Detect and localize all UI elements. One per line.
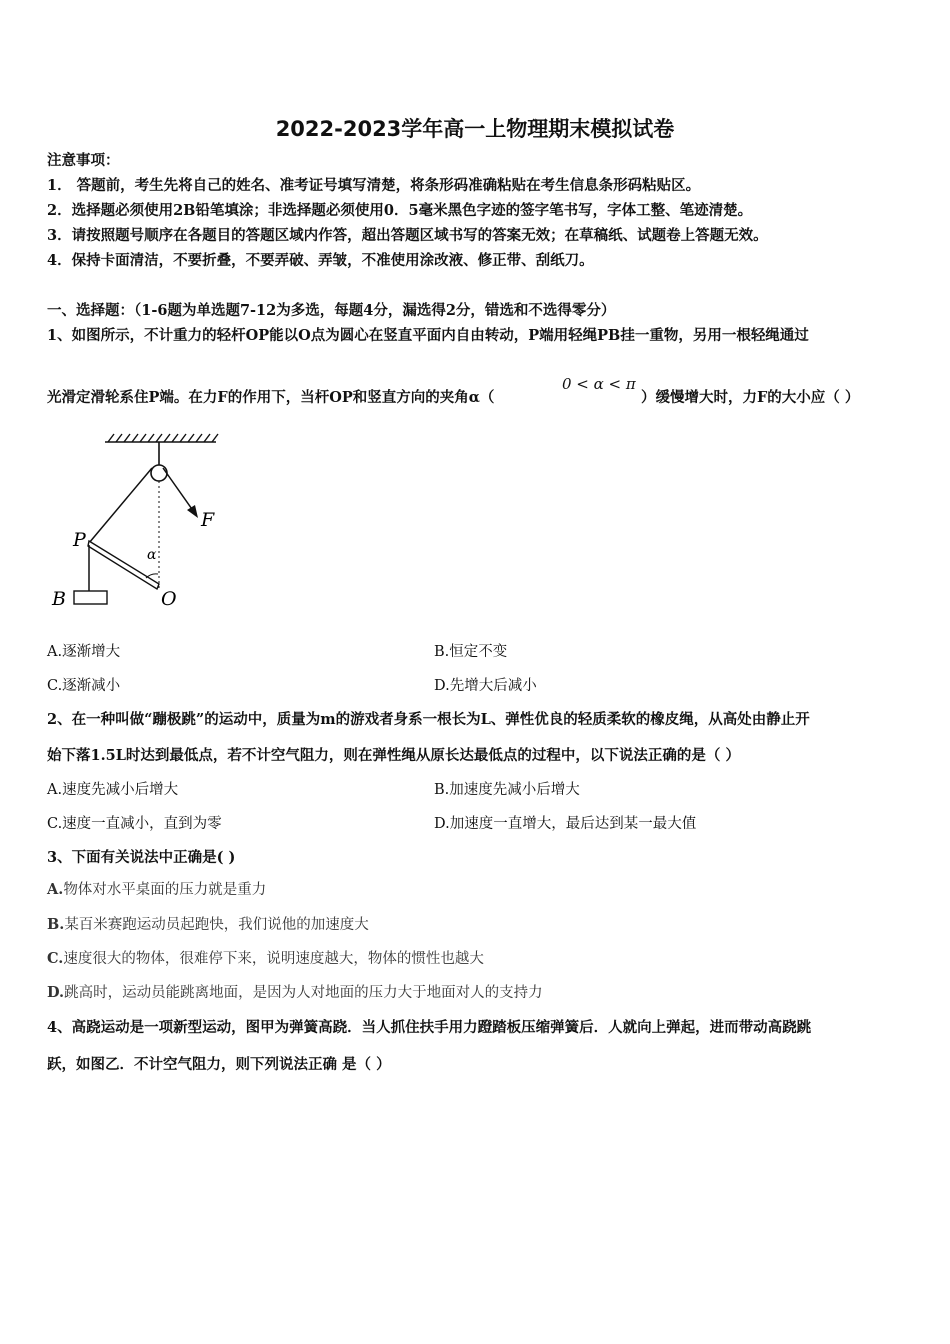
q3-option-c [47, 950, 484, 968]
q4-stem-line1: 4、高跷运动是一项新型运动，图甲为弹簧高跷．当人抓住扶手用力蹬踏板压缩弹簧后．人就向上弹起，进而带动高跷跳 [47, 1019, 812, 1036]
q2-option-a: A.速度先减小后增大 [47, 782, 179, 798]
q1-option-c: C.逐渐减小 [47, 678, 121, 694]
label-o: O [161, 588, 177, 610]
q3-option-d-text: 跳高时，运动员能跳离地面，是因为人对地面的压力大于地面对人的支持力 [64, 985, 543, 1001]
q1-option-b: B.恒定不变 [434, 644, 508, 660]
q1-stem-line2b: ）缓慢增大时，力F的大小应（ ） [641, 389, 860, 406]
q2-option-b: B.加速度先减小后增大 [434, 782, 580, 798]
weight-block [74, 591, 107, 604]
q3-option-d [47, 984, 543, 1002]
ceiling-hatch [105, 434, 218, 442]
rope-force [163, 468, 194, 512]
label-b: B [52, 588, 66, 610]
q3-option-d-letter: D. [47, 984, 65, 1001]
section-heading: 一、选择题：（1-6题为单选题7-12为多选，每题4分，漏选得2分，错选和不选得零分） [47, 302, 616, 319]
q3-option-a [47, 881, 266, 899]
notice-item-2: 2．选择题必须使用2B铅笔填涂；非选择题必须使用0．5毫米黑色字迹的签字笔书写，字体工整、笔迹清楚。 [47, 202, 753, 219]
label-alpha: α [147, 547, 157, 563]
q2-stem-line2: 始下落1.5L时达到最低点，若不计空气阻力，则在弹性绳从原长达最低点的过程中，以下说法正确的是（ ） [47, 747, 740, 764]
notice-item-1: 1． 答题前，考生先将自己的姓名、准考证号填写清楚，将条形码准确粘贴在考生信息条形码粘贴区。 [47, 177, 701, 194]
q3-option-b-letter: B. [47, 916, 65, 933]
q1-stem-line2a: 光滑定滑轮系住P端。在力F的作用下，当杆OP和竖直方向的夹角α（ [47, 389, 495, 406]
q4-stem-line2: 跃，如图乙．不计空气阻力，则下列说法正确 是（ ） [47, 1056, 391, 1073]
pulley [151, 465, 167, 481]
q2-stem-line1: 2、在一种叫做“蹦极跳”的运动中，质量为m的游戏者身系一根长为L、弹性优良的轻质柔软的橡皮绳，从高处由静止开 [47, 711, 810, 728]
q1-option-d: D.先增大后减小 [434, 678, 537, 694]
q3-option-a-text: 物体对水平桌面的压力就是重力 [63, 882, 267, 898]
force-arrowhead [187, 505, 198, 518]
q2-option-d: D.加速度一直增大，最后达到某一最大值 [434, 816, 697, 832]
q3-stem: 3、下面有关说法中正确是( ) [47, 849, 236, 866]
page-title: 2022-2023学年高一上物理期末模拟试卷 [275, 117, 675, 141]
q3-option-c-text: 速度很大的物体，很难停下来，说明速度越大，物体的惯性也越大 [63, 951, 484, 967]
q3-option-c-letter: C. [47, 950, 64, 967]
label-p: P [73, 529, 86, 551]
q1-figure [48, 432, 228, 612]
q2-option-c: C.速度一直减小，直到为零 [47, 816, 222, 832]
q3-option-b [47, 916, 369, 934]
notice-item-4: 4．保持卡面清洁，不要折叠，不要弄破、弄皱，不准使用涂改液、修正带、刮纸刀。 [47, 252, 594, 269]
notice-item-3: 3．请按照题号顺序在各题目的答题区域内作答，超出答题区域书写的答案无效；在草稿纸、试题卷上答题无效。 [47, 227, 768, 244]
rope-to-p [89, 468, 152, 543]
q1-option-a: A.逐渐增大 [47, 644, 121, 660]
notice-heading: 注意事项： [47, 152, 120, 169]
label-f: F [201, 509, 215, 531]
q3-option-b-text: 某百米赛跑运动员起跑快，我们说他的加速度大 [64, 917, 369, 933]
q3-option-a-letter: A. [47, 881, 64, 898]
q1-stem-line1: 1、如图所示，不计重力的轻杆OP能以O点为圆心在竖直平面内自由转动，P端用轻绳PB挂一重物，另用一根轻绳通过 [47, 327, 809, 344]
q1-angle-range: 0 < α < π [562, 375, 636, 393]
